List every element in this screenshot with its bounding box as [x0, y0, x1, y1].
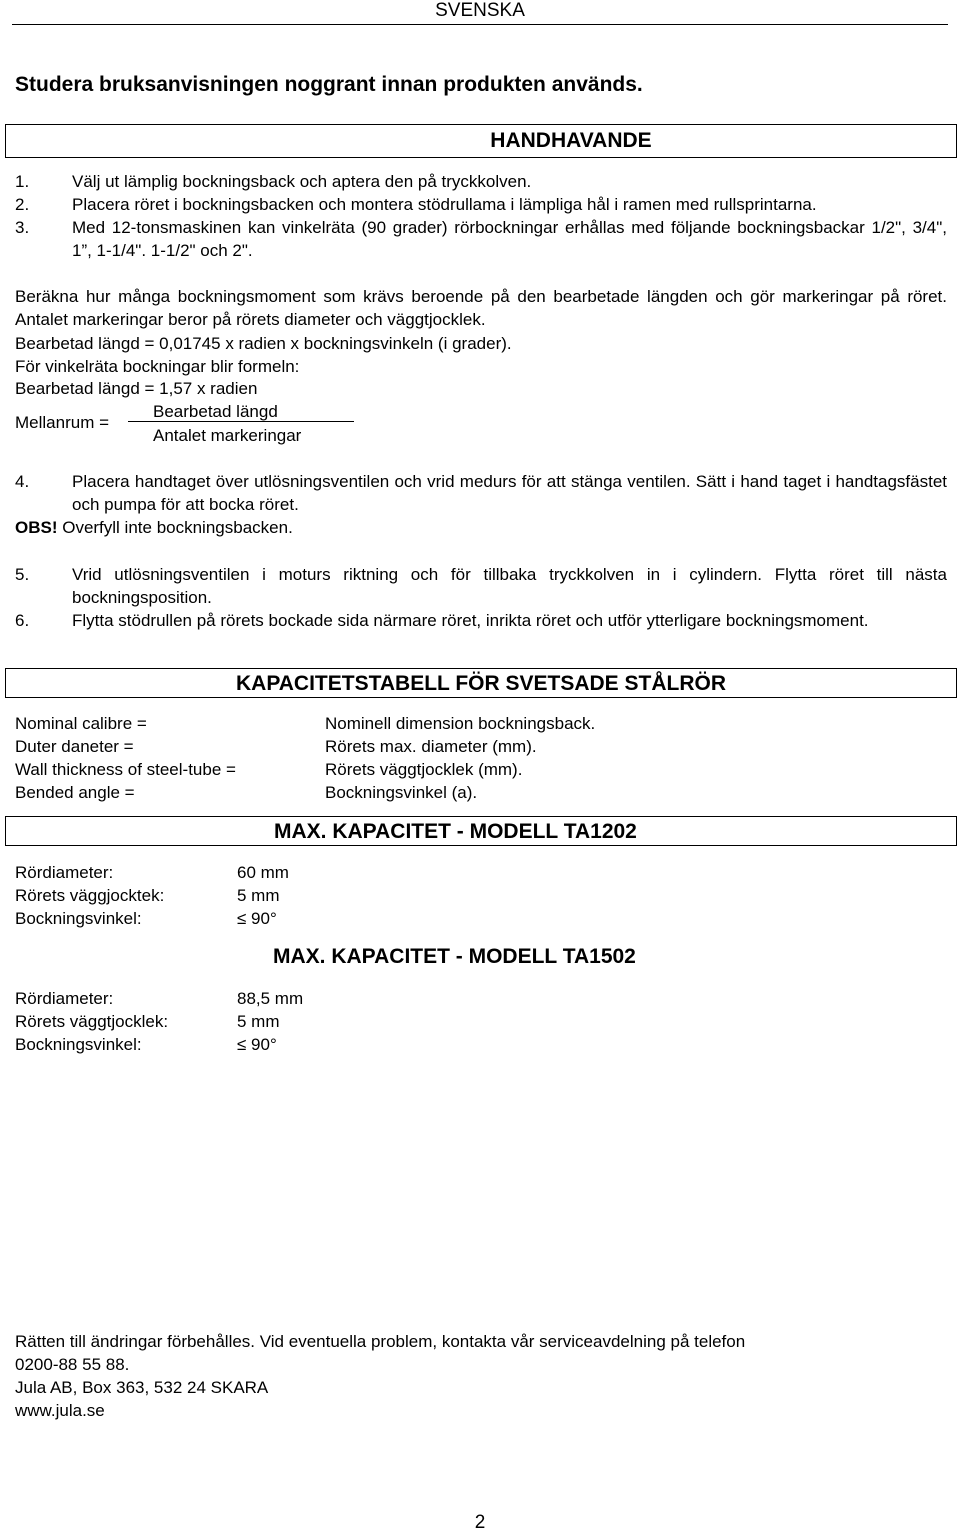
calculation-paragraph: Beräkna hur många bockningsmoment som krävs beroende på den bearbetade längden och gör markeringar på röret. Antalet markeringar beror på rörets diameter och väggtjocklek.: [15, 287, 947, 329]
spec-label: Rörets väggtjocklek:: [15, 1012, 169, 1031]
model-ta1202-box: [5, 816, 957, 846]
fraction-numerator: Bearbetad längd: [153, 402, 278, 421]
step-item: [15, 609, 947, 632]
mellanrum-label: Mellanrum =: [15, 413, 110, 432]
obs-label: OBS!: [15, 518, 58, 537]
page-number: 2: [474, 1512, 486, 1533]
step-text: Med 12-tonsmaskinen kan vinkelräta (90 grader) rörbockningar erhållas med följande bockningsbackar 1/2", 3/4", 1”, 1-1/4". 1-1/2" och 2".: [72, 218, 947, 260]
step-text: Placera handtaget över utlösningsventilen och vrid medurs för att stänga ventilen. Sätt i hand taget i handtagsfästet och pumpa för att bocka röret.: [72, 472, 947, 514]
handling-title: HANDHAVANDE: [490, 129, 652, 152]
legend-term: Wall thickness of steel-tube =: [15, 760, 236, 779]
footer-website[interactable]: www.jula.se: [15, 1401, 105, 1420]
obs-text: Overfyll inte bockningsbacken.: [57, 518, 293, 537]
legend-term: Nominal calibre =: [15, 714, 147, 733]
step-item: [15, 216, 947, 262]
steps-list-a: [15, 170, 947, 262]
step-number: 3.: [15, 218, 30, 237]
spec-value: 5 mm: [237, 1012, 280, 1031]
formula-general: Bearbetad längd = 0,01745 x radien x bockningsvinkeln (i grader).: [15, 334, 512, 353]
spec-value: 88,5 mm: [237, 989, 304, 1008]
step-number: 6.: [15, 611, 30, 630]
model-ta1202-title: MAX. KAPACITET - MODELL TA1202: [274, 820, 637, 843]
step-text: Välj ut lämplig bockningsback och aptera den på tryckkolven.: [72, 172, 532, 191]
step-item: [15, 470, 947, 516]
formula-intro: För vinkelräta bockningar blir formeln:: [15, 357, 300, 376]
fraction-denominator: Antalet markeringar: [153, 426, 302, 445]
spec-value: 5 mm: [237, 886, 280, 905]
language-header: SVENSKA: [435, 0, 525, 21]
obs-note: [15, 516, 947, 539]
steps-list-b: [15, 563, 947, 632]
step-item: [15, 170, 947, 193]
spec-label: Bockningsvinkel:: [15, 1035, 142, 1054]
step-number: 5.: [15, 565, 30, 584]
legend-term: Bended angle =: [15, 783, 135, 802]
step-item: [15, 193, 947, 216]
step-number: 4.: [15, 472, 30, 491]
fraction-line: [128, 421, 354, 422]
step-number: 1.: [15, 172, 30, 191]
spec-label: Bockningsvinkel:: [15, 909, 142, 928]
spec-value: 60 mm: [237, 863, 289, 882]
footer-rights: Rätten till ändringar förbehålles. Vid eventuella problem, kontakta vår serviceavdelning på telefon: [15, 1332, 746, 1351]
formula-right-angle: Bearbetad längd = 1,57 x radien: [15, 379, 258, 398]
legend-definition: Rörets väggtjocklek (mm).: [325, 760, 523, 779]
step-item: [15, 563, 947, 609]
capacity-title: KAPACITETSTABELL FÖR SVETSADE STÅLRÖR: [235, 672, 726, 695]
step-text: Flytta stödrullen på rörets bockade sida närmare röret, inrikta röret och utför ytterligare bockningsmoment.: [72, 611, 869, 630]
spec-value: ≤ 90°: [237, 909, 277, 928]
handling-section-box: [5, 124, 957, 158]
legend-definition: Bockningsvinkel (a).: [325, 783, 478, 802]
spec-label: Rördiameter:: [15, 989, 114, 1008]
legend-definition: Rörets max. diameter (mm).: [325, 737, 537, 756]
model-ta1502-title: MAX. KAPACITET - MODELL TA1502: [273, 945, 636, 968]
legend-term: Duter daneter =: [15, 737, 134, 756]
intro-notice: Studera bruksanvisningen noggrant innan produkten används.: [15, 73, 643, 96]
footer-phone: 0200-88 55 88.: [15, 1355, 130, 1374]
capacity-section-box: [5, 668, 957, 698]
spec-label: Rörets väggjocktek:: [15, 886, 165, 905]
step-text: Vrid utlösningsventilen i moturs riktning och för tillbaka tryckkolven in i cylindern. Flytta röret till nästa bockningsposition.: [72, 565, 947, 607]
step-4: [15, 470, 947, 516]
header-divider: [12, 24, 948, 25]
step-text: Placera röret i bockningsbacken och montera stödrullama i lämpliga hål i ramen med rullsprintarna.: [72, 195, 817, 214]
spec-label: Rördiameter:: [15, 863, 114, 882]
legend-definition: Nominell dimension bockningsback.: [325, 714, 596, 733]
spec-value: ≤ 90°: [237, 1035, 277, 1054]
step-number: 2.: [15, 195, 30, 214]
footer-address: Jula AB, Box 363, 532 24 SKARA: [15, 1378, 269, 1397]
